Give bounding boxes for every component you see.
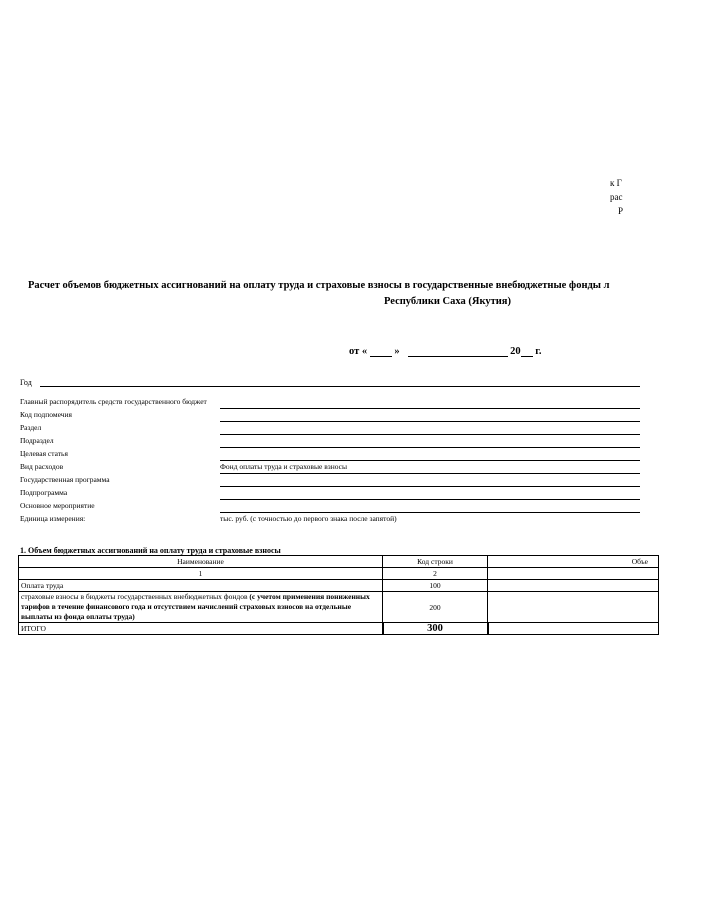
month-blank[interactable]	[408, 346, 508, 357]
field-row	[20, 447, 640, 460]
field-label: Код подпомечия	[20, 410, 72, 419]
column-number: 1	[19, 568, 383, 580]
field-row	[20, 434, 640, 447]
row-name-bold: (с учетом применения пониженных тарифов в течение финансового года и отсутствием начислений страховых взносов на отдельные выплаты из фонда оплаты труда)	[21, 592, 370, 621]
row-code: 300	[383, 623, 488, 635]
field-label: Раздел	[20, 423, 42, 432]
column-number	[488, 568, 659, 580]
field-label: Единица измерения:	[20, 514, 86, 523]
table-number-row	[19, 568, 659, 580]
date-line	[349, 346, 542, 357]
header-code: Код строки	[383, 556, 488, 568]
appendix-note	[610, 176, 640, 218]
year-prefix: 20	[510, 346, 521, 357]
row-name: Оплата труда	[19, 580, 383, 592]
year-blank[interactable]	[521, 346, 533, 357]
field-label: Главный распорядитель средств государственного бюджет	[20, 397, 207, 406]
field-row	[20, 421, 640, 434]
field-value[interactable]	[220, 434, 640, 448]
field-value[interactable]	[220, 447, 640, 461]
field-row	[20, 408, 640, 421]
field-value[interactable]	[220, 473, 640, 487]
field-row	[20, 473, 640, 486]
row-name: ИТОГО	[19, 623, 383, 635]
header-fields	[20, 395, 640, 525]
row-name	[19, 592, 383, 623]
field-label: Основное мероприятие	[20, 501, 95, 510]
header-name: Наименование	[19, 556, 383, 568]
field-row	[20, 395, 640, 408]
header-amount: Объе	[488, 556, 659, 568]
section-title: 1. Объем бюджетных ассигнований на оплату труда и страховые взносы	[20, 546, 281, 555]
field-row	[20, 499, 640, 512]
field-label: Целевая статья	[20, 449, 68, 458]
field-label: Подраздел	[20, 436, 54, 445]
appendix-note-line-3: Р	[618, 206, 624, 216]
field-row	[20, 486, 640, 499]
field-value[interactable]	[220, 486, 640, 500]
row-amount-cell[interactable]	[488, 592, 659, 623]
field-value[interactable]	[220, 421, 640, 435]
field-label: Государственная программа	[20, 475, 110, 484]
appendix-note-line-2: рас	[610, 192, 623, 202]
field-row	[20, 460, 640, 473]
row-name-plain: страховые взносы в бюджеты государственных внебюджетных фондов	[21, 592, 250, 601]
field-value[interactable]	[220, 395, 640, 409]
row-code: 200	[383, 592, 488, 623]
appropriations-table	[18, 555, 659, 635]
row-code: 100	[383, 580, 488, 592]
table-total-row	[19, 623, 659, 635]
field-value[interactable]	[220, 499, 640, 513]
column-number: 2	[383, 568, 488, 580]
year-label: Год	[20, 378, 32, 387]
field-value: тыс. руб. (с точностью до первого знака после запятой)	[220, 514, 397, 523]
year-suffix: г.	[535, 346, 542, 357]
field-label: Вид расходов	[20, 462, 64, 471]
year-input-line[interactable]	[40, 386, 640, 387]
document-title: Расчет объемов бюджетных ассигнований на оплату труда и страховые взносы в государственные внебюджетные фонды л	[28, 280, 610, 291]
date-prefix: от «	[349, 346, 368, 357]
document-subtitle: Республики Саха (Якутия)	[384, 296, 511, 307]
date-quote-close: »	[394, 346, 400, 357]
row-amount-cell[interactable]	[488, 580, 659, 592]
appendix-note-line-1: к Г	[610, 178, 622, 188]
field-value[interactable]: Фонд оплаты труда и страховые взносы	[220, 460, 640, 474]
table-row	[19, 592, 659, 623]
field-row	[20, 512, 640, 525]
table-header-row	[19, 556, 659, 568]
table-row	[19, 580, 659, 592]
field-value[interactable]	[220, 408, 640, 422]
field-label: Подпрограмма	[20, 488, 68, 497]
day-blank[interactable]	[370, 346, 392, 357]
row-amount-cell[interactable]	[488, 623, 659, 635]
